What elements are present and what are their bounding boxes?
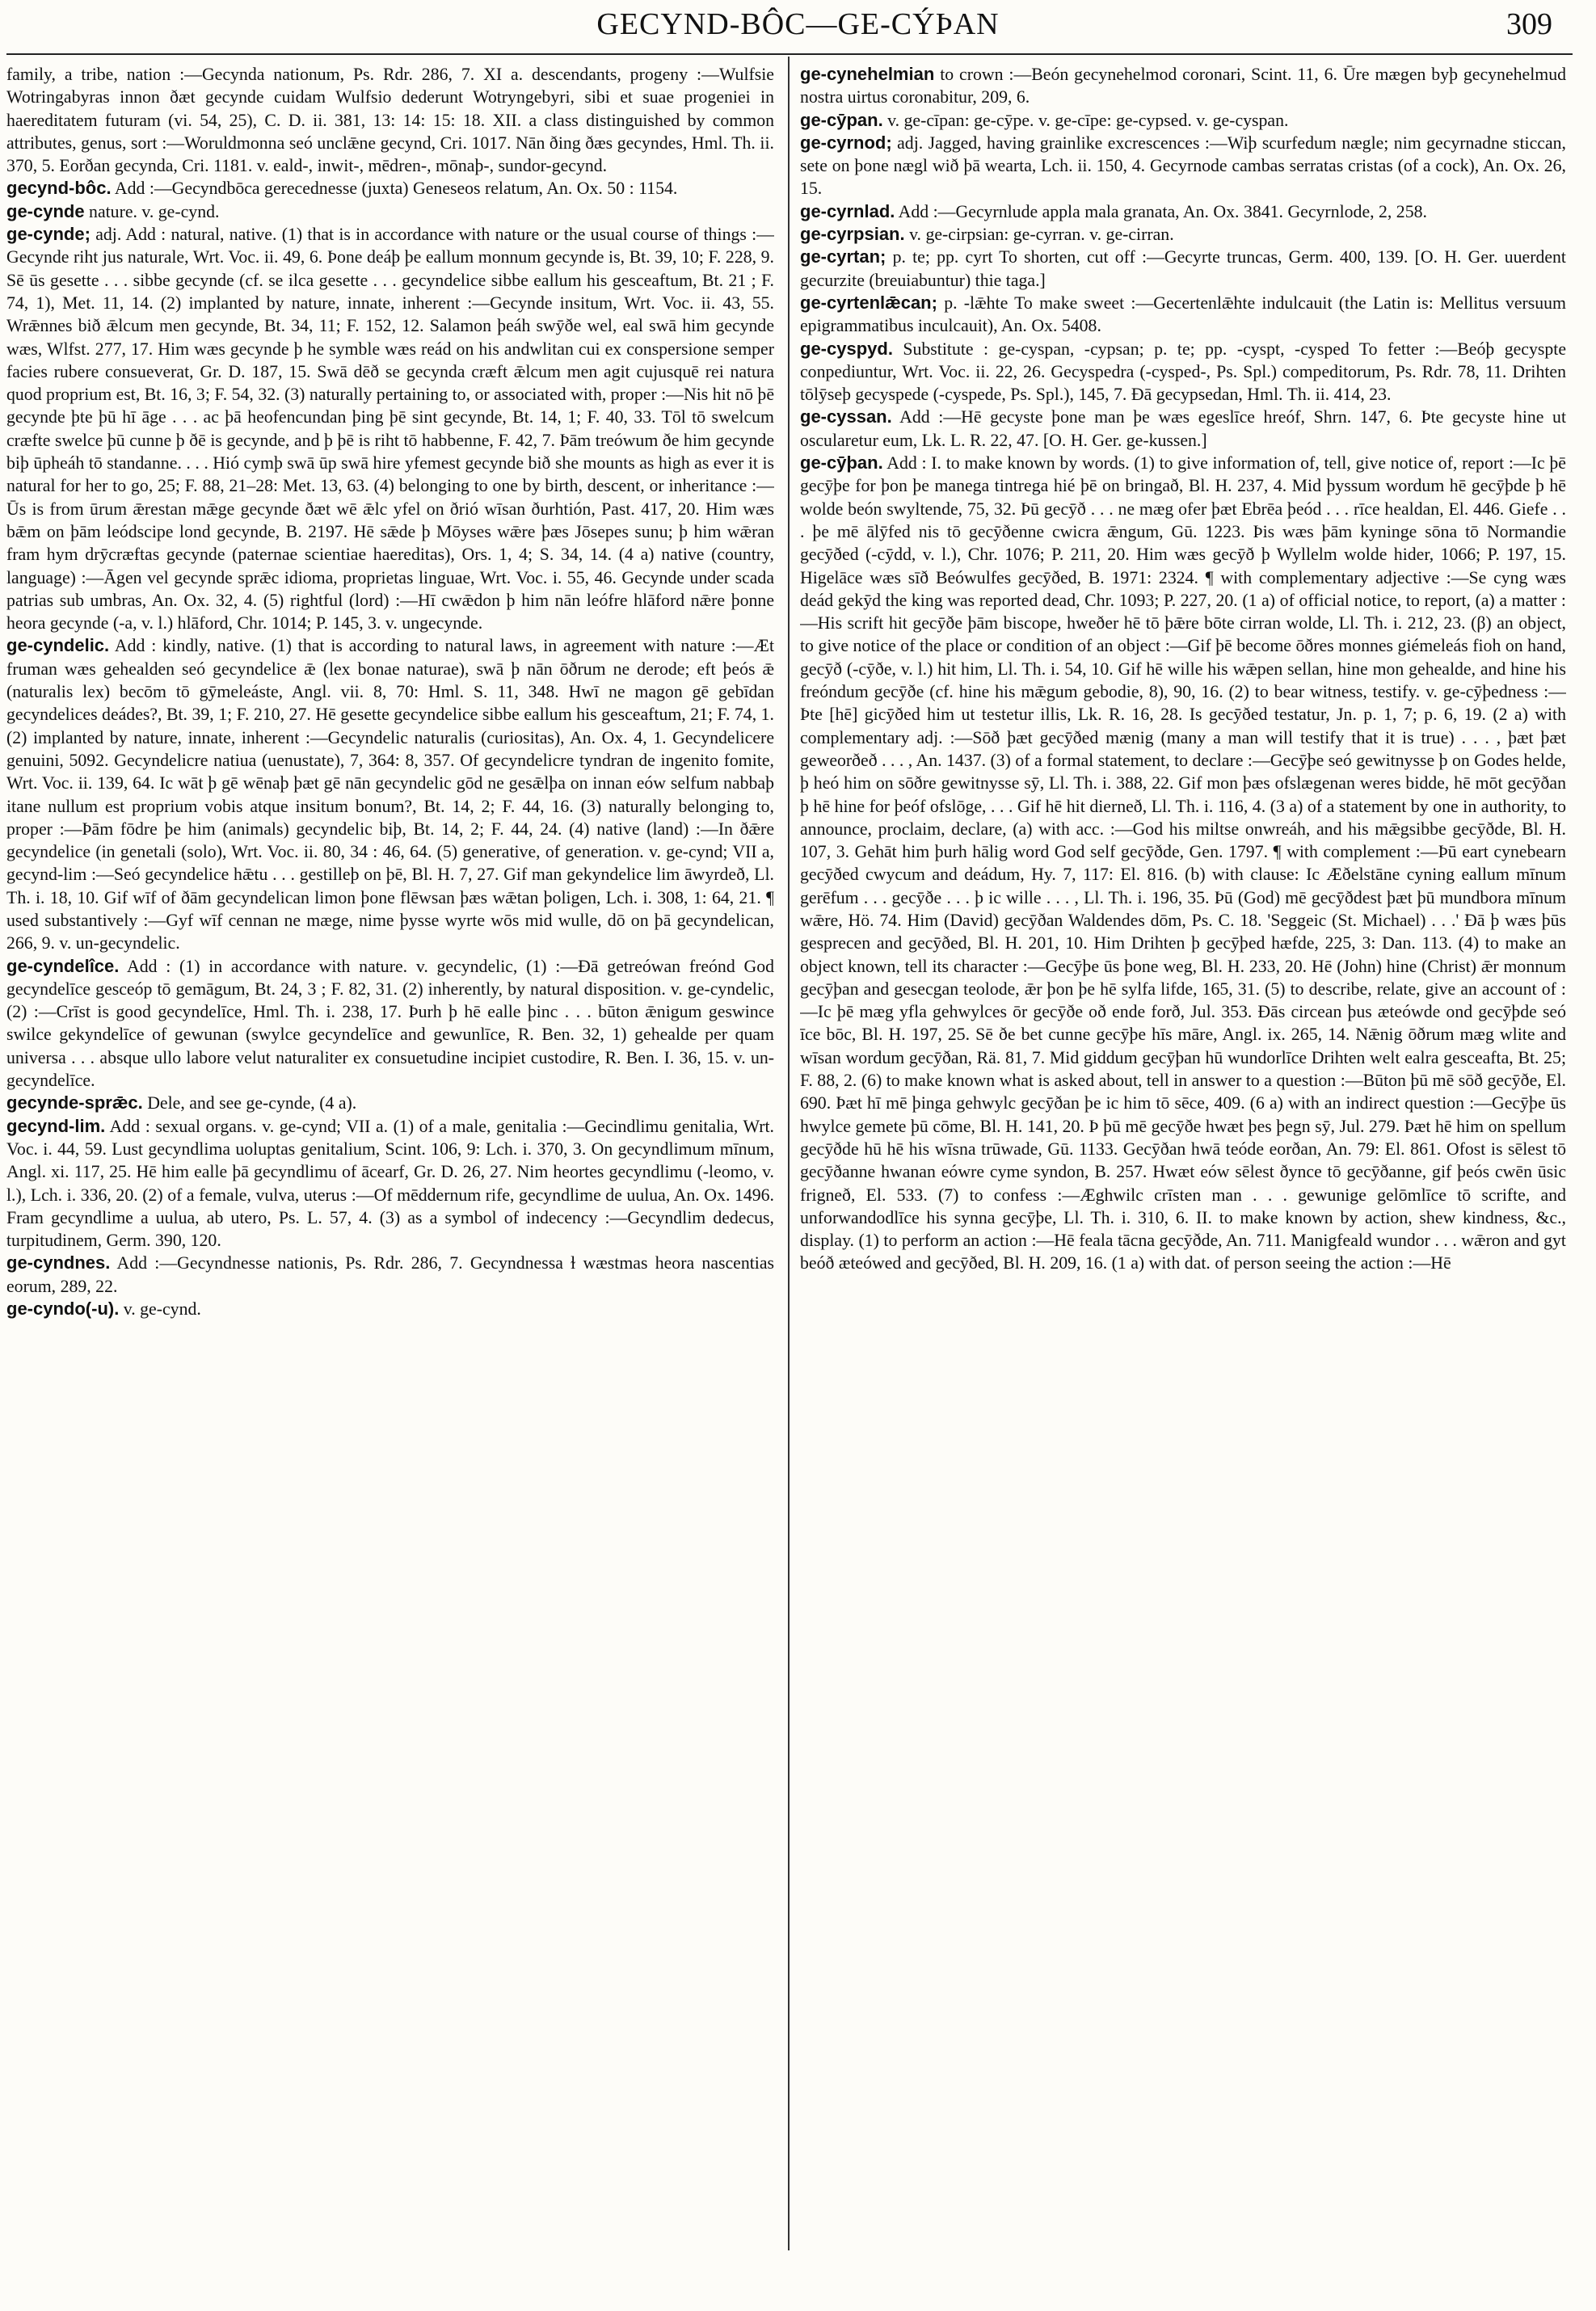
headword: ge-cyndelîce. bbox=[6, 955, 120, 976]
headword: ge-cynehelmian bbox=[800, 64, 935, 84]
entry-text: Dele, and see ge-cynde, (4 a). bbox=[147, 1093, 357, 1113]
right-column bbox=[800, 63, 1566, 2269]
right-column-entry bbox=[800, 292, 1566, 338]
right-column-entry bbox=[800, 63, 1566, 109]
headword: ge-cyspyd. bbox=[800, 338, 893, 359]
left-column-entry bbox=[6, 1115, 774, 1252]
headword: ge-cyndnes. bbox=[6, 1252, 111, 1273]
headword: ge-cyrtan; bbox=[800, 246, 886, 267]
headword: gecynd-lim. bbox=[6, 1115, 106, 1136]
headword: ge-cyrtenlǣcan; bbox=[800, 292, 937, 313]
headword: gecynd-bôc. bbox=[6, 178, 112, 199]
header-rule bbox=[6, 53, 1573, 55]
right-column-entry bbox=[800, 246, 1566, 292]
page-number: 309 bbox=[1506, 7, 1552, 41]
right-column-entry bbox=[800, 338, 1566, 406]
entry-text: family, a tribe, nation :—Gecynda nationum, Ps. Rdr. 286, 7. XI a. descendants, progeny :—Wulfsie Wotringabyras innon ðæt gecynde cuidam Wulfsio dederunt Wotryngebyri, sibi et suae progeniei in haereditatem futuram (vi. 54, 25), C. D. ii. 381, 13: 14: 15: 18. XII. a class distinguished by common attributes, genus, sort :—Woruldmonna seó unclǣne gecynd, Cri. 1017. Nān ðing ðæs gecyndes, Hml. Th. ii. 370, 5. Eorðan gecynda, Cri. 1181. v. eald-, inwit-, mēdren-, mōnaþ-, sundor-gecynd. bbox=[6, 65, 774, 176]
left-column-entry bbox=[6, 177, 774, 200]
left-column bbox=[6, 63, 774, 2269]
left-column-entry bbox=[6, 1252, 774, 1298]
left-column-entry bbox=[6, 1298, 774, 1320]
entry-text: v. ge-cynd. bbox=[123, 1299, 201, 1320]
entry-text: adj. Jagged, having grainlike excrescences :—Wiþ scurfedum nægle; nim gecyrnadne sticcan, sete on þone nægl wið þā wearta, Lch. ii. 150, 4. Gecyrnode cambas serratas cristas (of a cock), An. Ox. 26, 15. bbox=[800, 133, 1566, 199]
left-column-entry bbox=[6, 223, 774, 634]
headword: ge-cynde; bbox=[6, 224, 91, 245]
left-column-entry bbox=[6, 634, 774, 954]
entry-text: v. ge-cīpan: ge-cȳpe. v. ge-cīpe: ge-cypsed. v. ge-cyspan. bbox=[887, 110, 1289, 130]
entry-text: Add :—Hē gecyste þone man þe wæs egeslīce hreóf, Shrn. 147, 6. Þte gecyste hine ut oscularetur eum, Lk. L. R. 22, 47. [O. H. Ger. ge-kussen.] bbox=[800, 407, 1566, 450]
column-divider bbox=[788, 57, 790, 2250]
entry-text: nature. v. ge-cynd. bbox=[89, 201, 220, 221]
right-column-entry bbox=[800, 109, 1566, 132]
entry-text: Add : kindly, native. (1) that is according to natural laws, in agreement with nature :—Æt fruman wæs gehealden seó gecyndelice ǣ (lex bonae naturae), swā þ nān ōðrum ne derode; eft þeós ǣ (naturalis lex) becōm tō gȳmeleáste, Angl. vii. 8, 70: Hml. S. 11, 348. Hwī ne magon gē gebīdan gecyndelices deádes?, Bt. 39, 1; F. 210, 27. Hē gesette gecyndelice sibbe eallum his gesceaftum, 21; F. 74, 1. (2) implanted by nature, innate, inherent :—Gecyndelic naturalis (curiositas), An. Ox. 4, 1. Gecyndelicere genuini, 5092. Gecyndelicre natiua (uenustate), 7, 364: 8, 357. Of gecyndelicre tyndran de ingenito fomite, Wrt. Voc. ii. 139, 64. Ic wāt þ gē wēnaþ þæt gē nān gecyndelic gōd ne gesǣlþa on innan eów selfum nabbaþ itane nullum est proprium vobis atque insitum bonum?, Bt. 14, 2; F. 44, 16. (3) naturally belonging to, proper :—Þām fōdre þe him (animals) gecyndelic biþ, Bt. 14, 2; F. 44, 24. (4) native (land) :—In ðǣre gecyndelice (in genetali (solo), Wrt. Voc. ii. 80, 34 : 46, 64. (5) generative, of generation. v. ge-cynd; VII a, gecynd-lim :—Seó gecyndelice hǣtu . . . gestilleþ on þē, Bl. H. 7, 27. Gif man gekyndelice lim āwyrdeð, Ll. Th. i. 18, 10. Gif wīf of ðām gecyndelican limon þone flēwsan þæs wǣtan þoligen, Lch. i. 308, 1: 64, 21. ¶ used substantively :—Gyf wīf cennan ne mæge, nime þysse wyrte wōs mid wulle, dō on þā gecyndelican, 266, 9. v. un-gecyndelic. bbox=[6, 636, 774, 953]
entry-text: Add :—Gecyndnesse nationis, Ps. Rdr. 286, 7. Gecyndnessa ɫ wæstmas heora nascentias eorum, 289, 22. bbox=[6, 1253, 774, 1296]
right-column-entry bbox=[800, 132, 1566, 200]
entry-text: adj. Add : natural, native. (1) that is in accordance with nature or the usual course of things :—Gecynde riht jus naturale, Wrt. Voc. ii. 49, 6. Þone deáþ þe eallum monnum gecynde is, Bt. 39, 10; F. 228, 9. Sē ūs gesette . . . sibbe gecynde (cf. se ilca gesette . . . gecyndelice sibbe eallum his gesceaftum, Bt. 21 ; F. 74, 1), Met. 11, 14. (2) implanted by nature, innate, inherent :—Gecynde insitum, Wrt. Voc. ii. 43, 55. Wrǣnnes bið ǣlcum men gecynde, Bt. 34, 11; F. 152, 12. Salamon þeáh swȳðe wel, eal swā him gecynde wæs, Wlfst. 277, 17. Him wæs gecynde þ he symble wæs reád on his andwlitan cui ex conspersione semper facies rubere consueverat, Gr. D. 187, 15. Swā dēð se gecynda cræft ǣlcum men agit cujusquē rei natura quod proprium est, Bt. 16, 3; F. 54, 32. (3) naturally pertaining to, or associated with, proper :—Nis hit nō þē gecynde þte þū hī āge . . . ac þā heofencundan þing þē sint gecynde, Bt. 14, 1; F. 40, 33. Tōl tō swelcum cræfte swelce þū cunne þ ðē is gecynde, and þ þē is riht tō habbenne, F. 42, 7. Þām treówum ðe him gecynde biþ ūpheáh tō standanne. . . . Hió cymþ swā ūp swā hire yfemest gecynde bið she mounts as high as ever it is natural for her to go, 25; F. 88, 21–28: Met. 13, 63. (4) belonging to one by birth, descent, or inheritance :—Ūs is from ūrum ǣrestan mǣge gecynde ðæt wē ǣlc yfel on ðrió wīsan ðurhtión, Past. 417, 20. Him wæs bǣm on þām leódscipe lond gecynde, B. 2197. Hē sǣde þ Mōyses wǣre þæs Jōsepes sunu; þ him wǣran fram hym drȳcræftas gecynde (paternae scientiae haereditas), Ors. 1, 4; S. 34, 14. (4 a) native (country, language) :—Āgen vel gecynde sprǣc idioma, proprietas linguae, Wrt. Voc. i. 55, 46. Gecynde under scada patrias sub umbras, An. Ox. 32, 4. (5) rightful (lord) :—Hī cwǣdon þ him nān leófre hlāford nǣre þonne heora gecynde (-a, v. l.) hlāford, Chr. 1014; P. 145, 3. v. ungecynde. bbox=[6, 225, 774, 634]
page-header bbox=[0, 5, 1596, 44]
headword: ge-cȳpan. bbox=[800, 109, 883, 130]
headword: ge-cyndelic. bbox=[6, 635, 110, 656]
entry-text: p. -lǣhte To make sweet :—Gecertenlǣhte indulcauit (the Latin is: Mellitus versuum epigrammatibus inculcauit), An. Ox. 5408. bbox=[800, 293, 1566, 336]
headword: ge-cyrnlad. bbox=[800, 200, 895, 221]
headword: gecynde-sprǣc. bbox=[6, 1092, 143, 1113]
left-column-entry bbox=[6, 200, 774, 223]
headword: ge-cyrnod; bbox=[800, 132, 892, 153]
entry-text: Add : sexual organs. v. ge-cynd; VII a. (1) of a male, genitalia :—Gecindlimu genitalia, Wrt. Voc. i. 44, 59. Lust gecyndlima uoluptas genitalium, Scint. 106, 9: Lch. i. 370, 3. On gecyndlimum mīnum, Angl. xi. 117, 25. Hē him ealle þā gecyndlimu of ācearf, Gr. D. 26, 27. Nim heortes gecyndlimu (-leomo, v. l.), Lch. i. 336, 20. (2) of a female, vulva, uterus :—Of mēddernum rife, gecyndlime de uulua, An. Ox. 1496. Fram gecyndlime a uulua, ab utero, Ps. L. 57, 4. (3) as a symbol of indecency :—Gecyndlim dedecus, turpitudinem, Germ. 390, 120. bbox=[6, 1116, 774, 1251]
running-head: GECYND-BÔC—GE-CÝÞAN bbox=[596, 7, 1000, 41]
entry-text: p. te; pp. cyrt To shorten, cut off :—Gecyrte truncas, Germ. 400, 139. [O. H. Ger. uuerdent gecurzite (breuiabuntur) thie taga.] bbox=[800, 247, 1566, 290]
right-column-entry bbox=[800, 223, 1566, 246]
entry-text: Add : I. to make known by words. (1) to give information of, tell, give notice of, report :—Ic þē gecȳþe for þon þe manega tintrega hié þē on bringað, Bl. H. 237, 4. Mid þyssum wordum hē gecȳþde þ hē wolde beón swyltende, 75, 32. Þū gecȳð . . . ne mæg ofer þæt Ebrēa þeód . . . rīce healdan, El. 446. Giefe . . . þe mē ālȳfed nis tō gecȳðenne cwicra ǣngum, Gū. 1223. Þis wæs þām kyninge sōna tō Normandie gecȳðed (-cȳdd, v. l.), Chr. 1076; P. 211, 20. Him wæs gecȳð þ Wyllelm wolde hider, 1066; P. 197, 15. Higelāce wæs sīð Beówulfes gecȳðed, B. 1971: 2324. ¶ with complementary adjective :—Se cyng wæs deád gekȳd the king was reported dead, Chr. 1093; P. 227, 20. (1 a) of official notice, to report, (a) a matter :—His scrift hit gecȳðe þām biscope, hweðer hē tō þǣre bōte cirran wolde, Ll. Th. i. 212, 23. (β) an object, to give notice of the place or condition of an object :—Gif þē become ōðres monnes giémeleás fioh on hand, gecȳð (-cȳðe, v. l.) hit him, Ll. Th. i. 54, 10. Gif hē wille his wǣpen sellan, hine mon gehealde, and hine his freóndum gecȳðe (cf. hine his mǣgum gebodie, 8), 90, 16. (2) to bear witness, testify. v. ge-cȳþedness :—Þte [hē] gicȳðed him ut testetur illis, Lk. R. 16, 28. Is gecȳðed testatur, Jn. p. 1, 7; p. 6, 19. (2 a) with complementary adj. :—Sōð þæt gecȳðed mænig (many a man will testify that it is true) . . . , þæt þæt geweorðeð . . . , An. 1437. (3) of a formal statement, to declare :—Gecȳþe seó gewitnysse þ on Godes helde, þ heó him on sōðre gewitnysse sȳ, Ll. Th. i. 388, 22. Gif mon þæs ofslægenan weres bidde, hē mōt gecȳðan þ hē hine for þeóf ofslōge, . . . Gif hē hit dierneð, Ll. Th. i. 116, 4. (3 a) of a statement by one in authority, to announce, proclaim, declare, (a) with acc. :—God his miltse onwreáh, and his mǣgsibbe gecȳðde, Bl. H. 107, 3. Gehāt him þurh hālig word God self gecȳðde, Gen. 1797. ¶ with complement :—Þū eart cynebearn gecȳðed cwycum and deádum, Hy. 7, 117: El. 816. (b) with clause: Ic Æðelstāne cyning eallum mīnum gerēfum . . . gecȳðe . . . þ ic wille . . . , Ll. Th. i. 196, 35. Þū (God) mē gecȳðdest þæt þū mundbora mīnum wǣre, Hö. 74. Him (David) gecȳðan Waldendes dōm, Ps. C. 18. 'Seggeic (St. Michael) . . .' Ðā þ wæs þūs gesprecen and gecȳðed, Bl. H. 201, 10. Him Drihten þ gecȳþed hæfde, 225, 3: Dan. 113. (4) to make an object known, tell its character :—Gecȳþe ūs þone weg, Bl. H. 233, 20. Hē (John) hine (Christ) ǣr monnum gecȳþan and gesecgan teolode, ǣr þon þe hē sylfa lifde, 165, 31. (5) to describe, relate, give an account of :—Ic þē mæg yfla gehwylces ōr gecȳðe oð ende forð, Jul. 353. Ðās circean þus æteówde ond gecȳþde seó īce bōc, Bl. H. 197, 25. Sē ðe bet cunne gecȳþe hīs māre, Angl. ix. 265, 14. Nǣnig ōðrum mæg wlite and wīsan wordum gecȳðan, Rä. 81, 7. Mid giddum gecȳþan hū wundorlīce Drihten welt ealra gesceafta, Bt. 25; F. 88, 2. (6) to make known what is asked about, tell in answer to a question :—Būton þū mē sōð gecȳðe, El. 690. Þæt hī mē þinga gehwylc gecȳðan þe ic him tō sēce, 409. (6 a) with an indirect question :—Gecȳþe ūs hwylce gemete þū cōme, Bl. H. 141, 20. Þ þū mē gecȳðe hwæt þes þegn sȳ, Jul. 279. Þæt hē him on spellum gecȳðde hū hē his wīsna trūwade, Gū. 1133. Gecȳðan hwā teóde eorðan, An. 79: El. 861. Ofost is sēlest tō gecȳðanne hwanan eówre cyme syndon, B. 257. Hwæt eów sēlest ðynce tō gecȳðanne, gif þeós cwēn ūsic frigneð, El. 533. (7) to confess :—Æghwilc crīsten man . . . gewunige gelōmlīce tō scrifte, and unforwandodlīce his synna gecȳþe, Ll. Th. i. 310, 6. II. to make known by action, shew kindness, &c., display. (1) to perform an action :—Hē feala tācna gecȳðde, An. 711. Manigfeald wundor . . . wǣron and gyt beóð æteówed and gecȳðed, Bl. H. 209, 16. (1 a) with dat. of person seeing the action :—Hē bbox=[800, 453, 1566, 1273]
headword: ge-cyssan. bbox=[800, 406, 892, 427]
entry-text: Substitute : ge-cyspan, -cypsan; p. te; pp. -cyspt, -cysped To fetter :—Beóþ gecyspte conpediuntur, Wrt. Voc. ii. 22, 26. Gecyspedra (-cysped-, Ps. Spl.) compeditorum, Ps. Rdr. 78, 11. Drihten tōlȳseþ gecyspede (-cyspede, Ps. Spl.), 145, 7. Ðā gecypsedan, Hml. Th. ii. 414, 23. bbox=[800, 339, 1566, 405]
entry-text: v. ge-cirpsian: ge-cyrran. v. ge-cirran. bbox=[909, 225, 1174, 245]
headword: ge-cyrpsian. bbox=[800, 224, 905, 245]
entry-text: to crown :—Beón gecynehelmod coronari, Scint. 11, 6. Ūre mægen byþ gecynehelmud nostra uirtus coronabitur, 209, 6. bbox=[800, 65, 1566, 107]
left-column-entry bbox=[6, 63, 774, 177]
left-column-entry bbox=[6, 955, 774, 1092]
right-column-entry bbox=[800, 200, 1566, 223]
headword: ge-cyndo(-u). bbox=[6, 1299, 120, 1320]
headword: ge-cynde bbox=[6, 200, 85, 221]
entry-text: Add :—Gecyrnlude appla mala granata, An. Ox. 3841. Gecyrnlode, 2, 258. bbox=[898, 201, 1427, 221]
entry-text: Add :—Gecyndbōca gerecednesse (juxta) Geneseos relatum, An. Ox. 50 : 1154. bbox=[114, 179, 678, 199]
left-column-entry bbox=[6, 1092, 774, 1114]
right-column-entry bbox=[800, 406, 1566, 452]
right-column-entry bbox=[800, 452, 1566, 1275]
entry-text: Add : (1) in accordance with nature. v. gecyndelic, (1) :—Ðā getreówan freónd God gecyndelīce gesceóp tō gemāgum, Bt. 24, 3 ; F. 82, 31. (2) inherently, by natural disposition. v. ge-cyndelic, (2) :—Crīst is good gecyndelīce, Hml. Th. i. 238, 17. Þurh þ hē ealle þinc . . . būton ǣnigum geswince swilce gekyndelīce of gewunan (swylce gecyndelīce and gewunlīce, R. Ben. 32, 1) gehealde per quam universa . . . absque ullo labore velut naturaliter ex consuetudine incipiet custodire, R. Ben. I. 36, 15. v. un-gecyndelīce. bbox=[6, 956, 774, 1091]
headword: ge-cȳþan. bbox=[800, 453, 883, 474]
